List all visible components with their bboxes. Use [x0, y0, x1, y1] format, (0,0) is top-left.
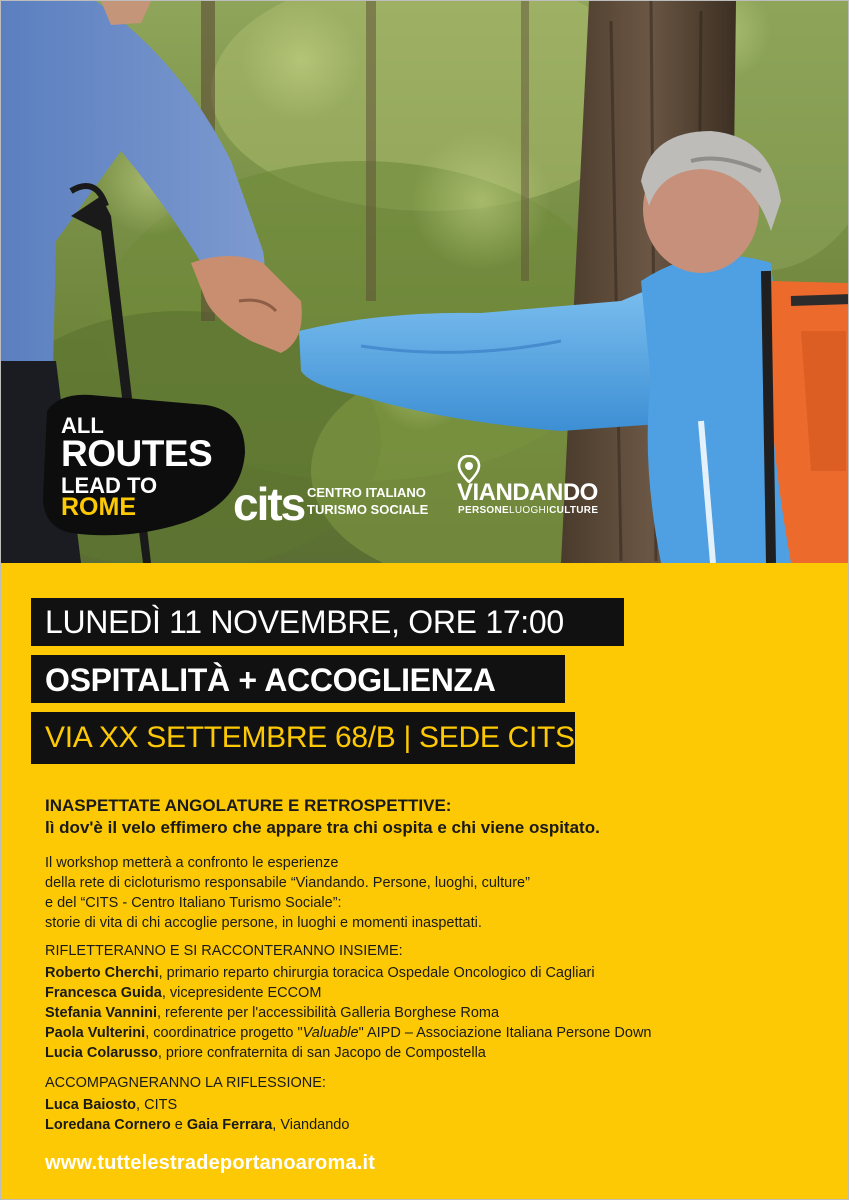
- hero-photo: [1, 1, 849, 563]
- accompany-item: [45, 1095, 349, 1115]
- accompany-org: , Viandando: [272, 1117, 350, 1133]
- accompany-org: , CITS: [136, 1097, 178, 1113]
- speaker-name: Francesca Guida: [45, 985, 162, 1001]
- badge-line-all: ALL: [61, 413, 104, 438]
- website-link[interactable]: www.tuttelestradeportanoaroma.it: [45, 1152, 376, 1174]
- badge-line-routes: ROUTES: [61, 433, 213, 474]
- speaker-role-project: Valuable: [302, 1025, 359, 1041]
- badge-line-lead-to: LEAD TO: [61, 473, 158, 498]
- intro-line: della rete di cicloturismo responsabile “Viandando. Persone, luoghi, culture”: [45, 875, 530, 891]
- event-date-bar: [31, 598, 624, 646]
- cits-logo-line1: CENTRO ITALIANO: [307, 485, 426, 500]
- speaker-role: , vicepresidente ECCOM: [161, 985, 322, 1001]
- intro-paragraph: [45, 853, 530, 933]
- viandando-logo: [457, 455, 627, 519]
- accompany-name: Luca Baiosto: [45, 1097, 137, 1113]
- intro-line: storie di vita di chi accoglie persone, in luoghi e momenti inaspettati.: [45, 915, 482, 931]
- accompany-name: Loredana Cornero: [45, 1117, 171, 1133]
- speaker-name: Lucia Colarusso: [45, 1045, 158, 1061]
- speaker-item: [45, 1023, 651, 1043]
- speaker-name: Stefania Vannini: [45, 1005, 157, 1021]
- tag-culture: CULTURE: [549, 505, 599, 516]
- intro-line: Il workshop metterà a confronto le esperienze: [45, 855, 339, 871]
- event-venue: VIA XX SETTEMBRE 68/B | SEDE CITS: [45, 721, 575, 754]
- tag-luoghi: LUOGHI: [509, 505, 550, 516]
- accompany-item: [45, 1115, 349, 1135]
- accompany-heading: ACCOMPAGNERANNO LA RIFLESSIONE:: [45, 1075, 326, 1091]
- speaker-role: , priore confraternita di san Jacopo de Compostella: [157, 1045, 486, 1061]
- accompany-list: [45, 1095, 349, 1135]
- accompany-join: e: [170, 1117, 187, 1133]
- speaker-name: Roberto Cherchi: [45, 965, 159, 981]
- event-venue-bar: [31, 712, 575, 764]
- speaker-role-pre: , coordinatrice progetto ": [145, 1025, 303, 1041]
- speaker-item: [45, 1043, 651, 1063]
- headline-subtitle: lì dov'è il velo effimero che appare tra chi ospita e chi viene ospitato.: [45, 818, 600, 837]
- cits-logo: [233, 479, 443, 535]
- event-date: LUNEDÌ 11 NOVEMBRE, ORE 17:00: [45, 604, 564, 640]
- headline-title: INASPETTATE ANGOLATURE E RETROSPETTIVE:: [45, 796, 452, 815]
- speaker-role: , referente per l'accessibilità Galleria Borghese Roma: [157, 1005, 500, 1021]
- intro-line: e del “CITS - Centro Italiano Turismo Sociale”:: [45, 895, 342, 911]
- speaker-role-post: " AIPD – Associazione Italiana Persone Down: [358, 1025, 652, 1041]
- viandando-logo-tagline: [458, 505, 598, 516]
- tag-persone: PERSONE: [458, 505, 510, 516]
- all-routes-badge: [47, 393, 247, 535]
- viandando-logo-name: VIANDANDO: [457, 479, 598, 506]
- event-title: OSPITALITÀ + ACCOGLIENZA: [45, 662, 496, 698]
- accompany-name: Gaia Ferrara: [186, 1117, 273, 1133]
- speaker-item: [45, 963, 651, 983]
- speaker-role: , primario reparto chirurgia toracica Ospedale Oncologico di Cagliari: [158, 965, 595, 981]
- speakers-heading: RIFLETTERANNO E SI RACCONTERANNO INSIEME:: [45, 943, 403, 959]
- speaker-item: [45, 983, 651, 1003]
- speakers-list: [45, 963, 651, 1063]
- speaker-name: Paola Vulterini: [45, 1025, 146, 1041]
- event-title-bar: [31, 655, 565, 703]
- speaker-item: [45, 1003, 651, 1023]
- cits-logo-text: [307, 484, 428, 518]
- badge-line-rome: ROME: [61, 493, 136, 521]
- cits-logo-line2: TURISMO SOCIALE: [307, 502, 429, 517]
- cits-logo-mark: cits: [233, 478, 305, 530]
